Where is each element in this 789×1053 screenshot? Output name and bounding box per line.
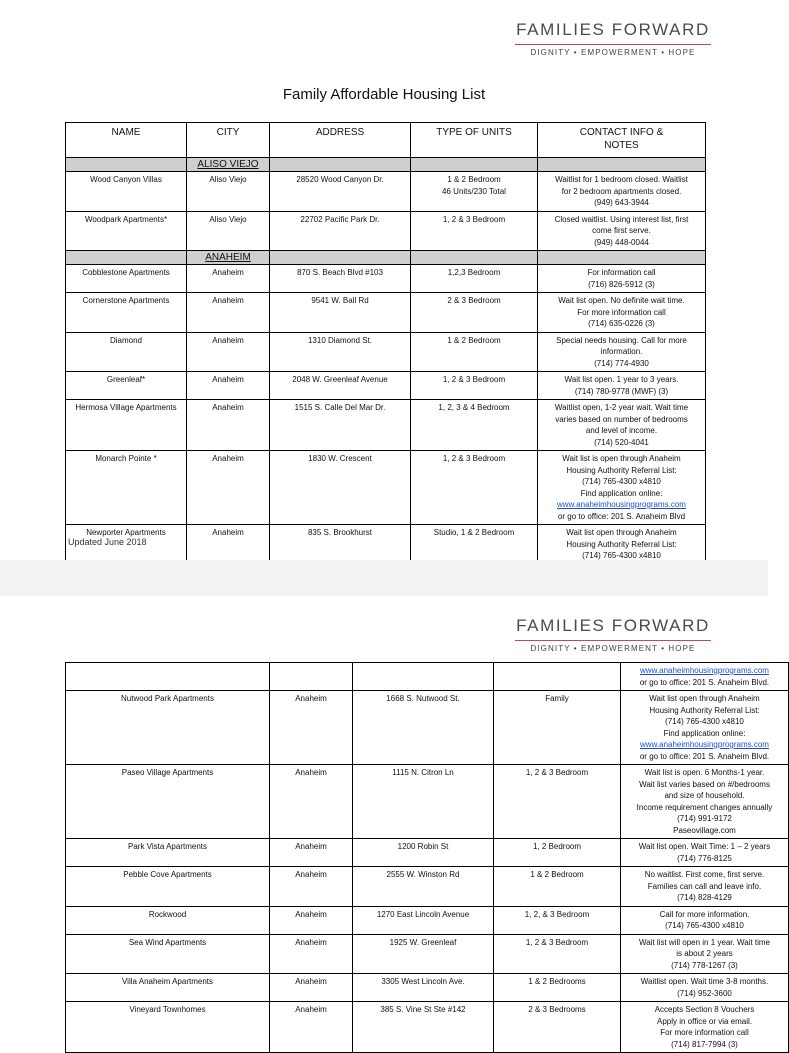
table-row [66,765,789,839]
units-cell-line: 1 & 2 Bedroom [530,870,584,879]
contact-cell-line: information. [600,347,643,356]
contact-cell [621,867,789,907]
contact-cell-line: (714) 780-9778 (MWF) (3) [574,386,669,396]
contact-cell [621,765,789,839]
contact-cell-line: (714) 765-4300 x4810 [582,477,661,486]
contact-cell [621,934,789,974]
units-cell-line: Family [545,694,569,703]
city-cell: Anaheim [270,1002,353,1053]
contact-cell-line: For more information call [660,1028,749,1037]
address-cell: 1310 Diamond St. [270,332,411,372]
contact-cell-line: (714) 776-8125 [677,853,732,863]
contact-cell [538,400,706,451]
units-cell-line: 1,2,3 Bedroom [447,268,501,277]
group-label-aliso-viejo: ALISO VIEJO [187,158,270,172]
contact-cell-line: Wait list is open. 6 Months-1 year. [644,768,765,777]
units-cell-line: 2 & 3 Bedroom [447,296,501,305]
contact-cell-line: (716) 826-5912 (3) [588,279,655,289]
contact-cell-line: Accepts Section 8 Vouchers [654,1005,755,1014]
contact-cell-line: (714) 520-4041 [594,437,649,447]
contact-cell-line: Housing Authority Referral List: [566,539,677,549]
city-cell: Anaheim [187,293,270,333]
contact-cell-line: For more information call [577,307,666,317]
table-row [66,839,789,867]
contact-cell-line: Special needs housing. Call for more [556,335,687,345]
logo-name: FAMILIES FORWARD [516,20,710,39]
units-cell-line: 1, 2 & 3 Bedroom [442,375,506,384]
contact-cell [538,372,706,400]
contact-cell [621,663,789,691]
units-cell [411,265,538,293]
contact-cell-line: for 2 bedroom apartments closed. [561,186,682,196]
name-cell: Hermosa Village Apartments [66,400,187,451]
contact-cell-line: (714) 765-4300 x4810 [665,921,744,930]
contact-cell-line: Housing Authority Referral List: [566,465,677,475]
name-cell: Greenleaf* [66,372,187,400]
units-cell [411,451,538,525]
units-cell-line: 46 Units/230 Total [442,186,506,196]
table-row [66,172,706,212]
contact-cell [538,265,706,293]
address-cell: 1270 East Lincoln Avenue [353,906,494,934]
address-cell: 1515 S. Calle Del Mar Dr. [270,400,411,451]
name-cell: Newporter Apartments [66,525,187,576]
city-cell: Anaheim [270,974,353,1002]
contact-cell-line: (714) 635-0226 (3) [588,319,655,328]
address-cell: 385 S. Vine St Ste #142 [353,1002,494,1053]
address-cell: 2048 W. Greenleaf Avenue [270,372,411,400]
header-units: TYPE OF UNITS [411,123,538,158]
document-page-2 [0,596,773,1049]
city-cell: Anaheim [187,265,270,293]
housing-programs-link[interactable]: www.anaheimhousingprograms.com [640,740,769,749]
table-row [66,974,789,1002]
contact-cell-line: varies based on number of bedrooms [555,414,688,424]
logo-tagline: DIGNITY • EMPOWERMENT • HOPE [530,644,696,653]
units-cell-line: 1 & 2 Bedrooms [528,977,586,986]
units-cell-line: 1, 2 & 3 Bedroom [442,454,506,463]
contact-cell-line: (714) 991-9172 [677,814,732,823]
contact-cell-line: (714) 828-4129 [677,893,732,902]
units-cell-line: 1, 2 & 3 Bedroom [442,214,506,224]
address-cell: 1925 W. Greenleaf [353,934,494,974]
units-cell [411,372,538,400]
units-cell [494,691,621,765]
address-cell: 1200 Robin St [353,839,494,867]
units-cell [494,934,621,974]
address-cell: 3305 West Lincoln Ave. [353,974,494,1002]
contact-cell-line: is about 2 years [676,949,733,958]
contact-cell [538,211,706,251]
page-gap [0,560,768,596]
header-contact-line2: NOTES [604,140,639,151]
header-contact [538,123,706,158]
units-cell [494,867,621,907]
address-cell: 9541 W. Ball Rd [270,293,411,333]
city-cell: Anaheim [270,906,353,934]
office-address-text: or go to office: 201 S. Anaheim Blvd. [639,751,770,761]
table-row [66,265,706,293]
contact-cell-line: (714) 817-7994 (3) [671,1039,738,1049]
updated-footer: Updated June 2018 [68,537,147,547]
logo-name: FAMILIES FORWARD [516,616,710,635]
table-row [66,293,706,333]
logo-divider [515,44,711,45]
name-cell: Villa Anaheim Apartments [66,974,270,1002]
city-cell: Anaheim [270,839,353,867]
contact-cell-line: come first serve. [592,226,651,235]
contact-cell [621,1002,789,1053]
units-cell [411,172,538,212]
name-cell: Sea Wind Apartments [66,934,270,974]
units-cell [494,1002,621,1053]
header-city: CITY [187,123,270,158]
city-cell: Aliso Viejo [187,211,270,251]
table-row [66,211,706,251]
name-cell: Pebble Cove Apartments [66,867,270,907]
group-row-aliso-viejo [66,158,706,172]
city-cell: Anaheim [270,765,353,839]
city-cell: Anaheim [270,934,353,974]
units-cell-line: 1, 2 & 3 Bedroom [525,768,589,777]
city-cell: Anaheim [270,691,353,765]
name-cell: Vineyard Townhomes [66,1002,270,1053]
units-cell [494,765,621,839]
contact-cell-line: No waitlist. First come, first serve. [644,870,765,879]
contact-cell-line: For information call [587,268,656,277]
contact-cell-line: (714) 778-1267 (3) [671,960,738,970]
city-cell: Anaheim [187,372,270,400]
city-cell: Anaheim [187,332,270,372]
contact-cell-line: Find application online: [580,488,663,498]
contact-cell-line: Paseovillage.com [673,825,736,835]
units-cell [411,293,538,333]
contact-cell-line: (714) 765-4300 x4810 [665,717,744,726]
table-row-continuation [66,663,789,691]
table-row [66,1002,789,1053]
families-forward-logo-page-2 [515,616,711,653]
name-cell: Paseo Village Apartments [66,765,270,839]
families-forward-logo [515,20,711,57]
contact-cell-line: (949) 643-3944 [594,198,649,207]
city-cell: Anaheim [187,451,270,525]
contact-cell-line: Wait list open through Anaheim [649,694,760,703]
name-cell: Woodpark Apartments* [66,211,187,251]
contact-cell-line: Waitlist open. Wait time 3-8 months. [640,977,769,986]
header-address: ADDRESS [270,123,411,158]
name-cell: Cobblestone Apartments [66,265,187,293]
contact-cell [538,332,706,372]
units-cell-line: 1, 2, 3 & 4 Bedroom [438,403,510,412]
housing-table-page-2 [65,662,789,1053]
name-cell: Diamond [66,332,187,372]
units-cell [411,332,538,372]
contact-cell-line: Waitlist for 1 bedroom closed. Waitlist [555,175,688,184]
units-cell [494,906,621,934]
logo-divider [515,640,711,641]
table-row [66,372,706,400]
table-row [66,867,789,907]
housing-programs-link[interactable]: www.anaheimhousingprograms.com [557,500,686,509]
name-cell: Cornerstone Apartments [66,293,187,333]
contact-cell-line: Closed waitlist. Using interest list, first [554,214,689,224]
group-label-anaheim: ANAHEIM [187,251,270,265]
name-cell: Rockwood [66,906,270,934]
address-cell: 1668 S. Nutwood St. [353,691,494,765]
units-cell [494,839,621,867]
housing-table-page-1 [65,122,706,576]
contact-cell-line: (714) 774-4930 [594,358,649,368]
name-cell: Park Vista Apartments [66,839,270,867]
contact-cell-line: Wait list varies based on #/bedrooms [639,779,770,789]
contact-cell [621,839,789,867]
contact-cell-line: Wait list open. Wait Time: 1 – 2 years [638,842,771,851]
units-cell-line: 1, 2 Bedroom [532,842,582,851]
contact-cell-line: Wait list open. No definite wait time. [558,296,685,305]
city-cell: Anaheim [270,867,353,907]
contact-cell-line: Apply in office or via email. [656,1016,752,1026]
contact-cell-line: Wait list open through Anaheim [566,528,677,537]
contact-cell [621,974,789,1002]
contact-cell-line: Families can call and leave info. [647,881,762,891]
header-name: NAME [66,123,187,158]
logo-tagline: DIGNITY • EMPOWERMENT • HOPE [530,48,696,57]
table-row [66,691,789,765]
table-row [66,400,706,451]
address-cell: 28520 Wood Canyon Dr. [270,172,411,212]
contact-cell-line: Waitlist open, 1-2 year wait. Wait time [554,403,689,412]
units-cell-line: 1, 2 & 3 Bedroom [525,937,589,947]
header-contact-line1: CONTACT INFO & [579,127,664,138]
housing-programs-link[interactable]: www.anaheimhousingprograms.com [640,666,769,675]
contact-cell-line: (714) 765-4300 x4810 [582,551,661,560]
contact-cell-line: Call for more information. [659,909,750,919]
units-cell-line: Studio, 1 & 2 Bedroom [433,528,515,537]
city-cell: Anaheim [187,400,270,451]
contact-cell-line: Wait list will open in 1 year. Wait time [638,937,770,947]
units-cell [411,400,538,451]
table-row [66,451,706,525]
address-cell: 835 S. Brookhurst [270,525,411,576]
contact-cell-line: (949) 448-0044 [594,237,649,247]
contact-cell-line: Find application online: [663,728,746,738]
address-cell: 1830 W. Crescent [270,451,411,525]
contact-cell-line: Wait list is open through Anaheim [562,454,681,463]
contact-cell-line: Housing Authority Referral List: [649,705,760,715]
table-row [66,934,789,974]
contact-cell [538,293,706,333]
table-row [66,906,789,934]
contact-cell-line: Income requirement changes annually [636,802,773,812]
document-title: Family Affordable Housing List [282,86,486,103]
units-cell-line: 1 & 2 Bedroom [447,175,501,184]
office-address-text: or go to office: 201 S. Anaheim Blvd. [639,677,770,687]
units-cell-line: 1 & 2 Bedroom [447,335,501,345]
address-cell: 22702 Pacific Park Dr. [270,211,411,251]
contact-cell [621,691,789,765]
name-cell: Nutwood Park Apartments [66,691,270,765]
city-cell: Aliso Viejo [187,172,270,212]
address-cell: 2555 W. Winston Rd [353,867,494,907]
table-row [66,332,706,372]
name-cell: Wood Canyon Villas [66,172,187,212]
group-row-anaheim [66,251,706,265]
city-cell: Anaheim [187,525,270,576]
contact-cell [621,906,789,934]
units-cell [411,211,538,251]
address-cell: 1115 N. Citron Ln [353,765,494,839]
contact-cell-line: and level of income. [585,426,658,435]
office-address-text: or go to office: 201 S. Anaheim Blvd [557,511,686,521]
contact-cell [538,451,706,525]
table-header-row [66,123,706,158]
address-cell: 870 S. Beach Blvd #103 [270,265,411,293]
units-cell-line: 1, 2, & 3 Bedroom [524,909,590,919]
contact-cell-line: Wait list open. 1 year to 3 years. [564,375,679,384]
units-cell-line: 2 & 3 Bedrooms [528,1005,586,1014]
name-cell: Monarch Pointe * [66,451,187,525]
contact-cell [538,172,706,212]
contact-cell-line: and size of household. [664,791,745,800]
contact-cell-line: (714) 952-3600 [677,988,732,998]
units-cell [494,974,621,1002]
